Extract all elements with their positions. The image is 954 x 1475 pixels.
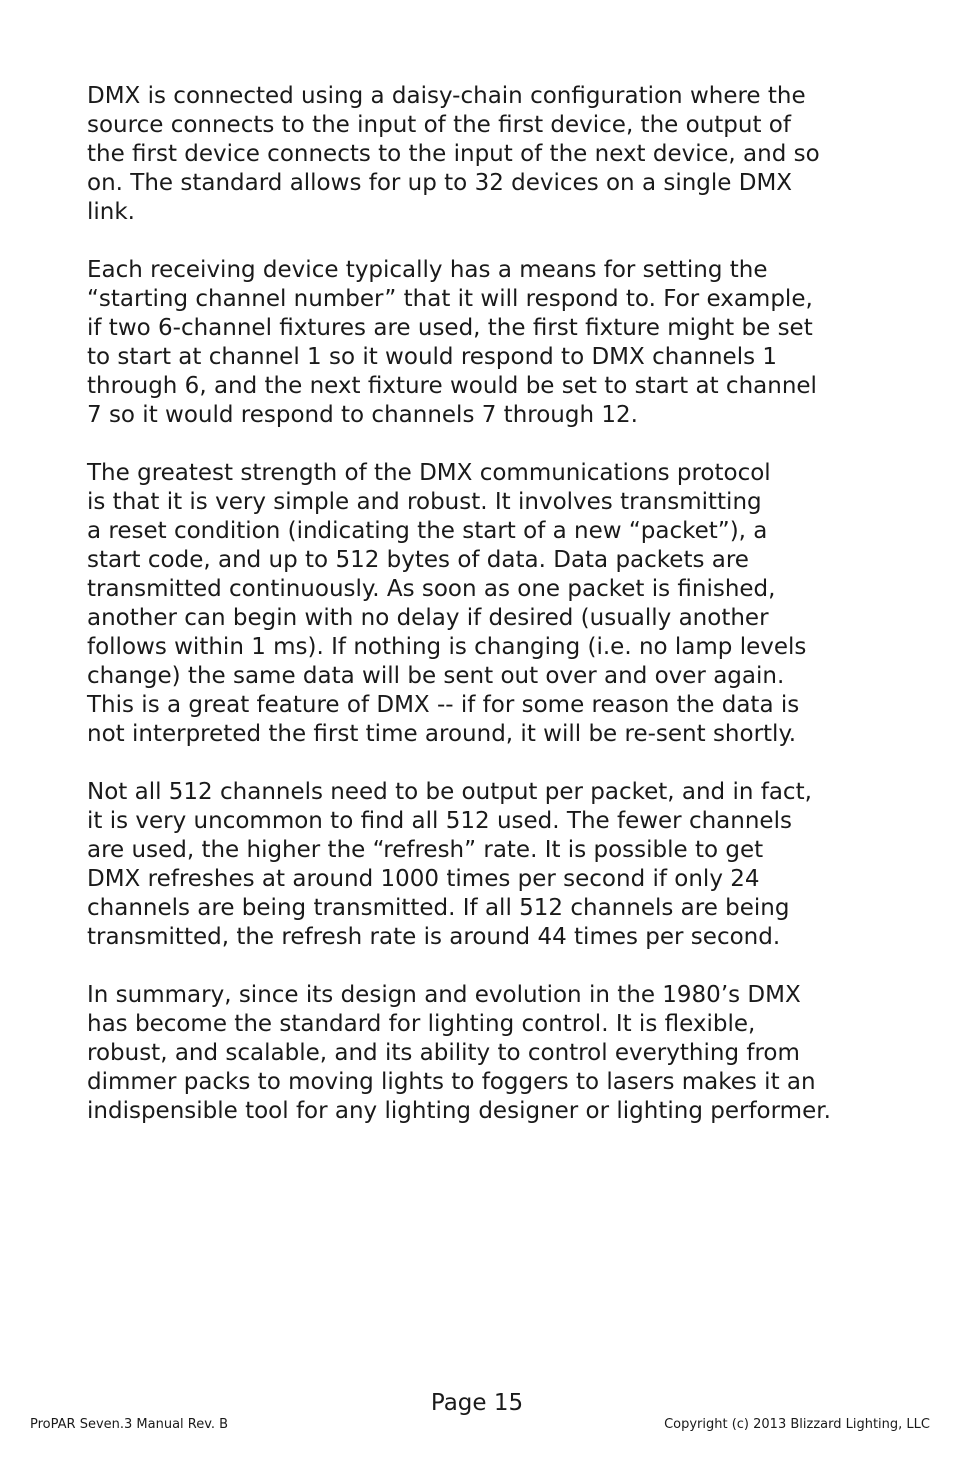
page-number: Page 15	[430, 1390, 524, 1416]
copyright-notice: Copyright (c) 2013 Blizzard Lighting, LLC	[664, 1417, 930, 1432]
paragraph-starting-channel: Each receiving device typically has a means for setting the “starting channel number” that it will respond to. For example, if two 6-channel fixtures are used, the first fixture might be set to start at channel 1 so it would respond to DMX channels 1 through 6, and the next fixture would be set to start at channel 7 so it would respond to channels 7 through 12.	[87, 257, 817, 428]
paragraph-refresh-rate: Not all 512 channels need to be output per packet, and in fact, it is very uncommon to find all 512 used. The fewer channels are used, the higher the “refresh” rate. It is possible to get DMX refreshes at around 1000 times per second if only 24 channels are being transmitted. If all 512 channels are being transmitted, the refresh rate is around 44 times per second.	[87, 779, 812, 950]
manual-title: ProPAR Seven.3 Manual Rev. B	[30, 1417, 229, 1432]
paragraph-summary: In summary, since its design and evolution in the 1980’s DMX has become the standard for lighting control. It is flexible, robust, and scalable, and its ability to control everything from dimmer packs to moving lights to foggers to lasers makes it an indispensible tool for any lighting designer or lighting performer.	[87, 982, 831, 1124]
paragraph-protocol-strength: The greatest strength of the DMX communications protocol is that it is very simple and robust. It involves transmitting a reset condition (indicating the start of a new “packet”), a start code, and up to 512 bytes of data. Data packets are transmitted continuously. As soon as one packet is finished, another can begin with no delay if desired (usually another follows within 1 ms). If nothing is changing (i.e. no lamp levels change) the same data will be sent out over and over again. This is a great feature of DMX -- if for some reason the data is not interpreted the first time around, it will be re-sent shortly.	[87, 460, 807, 747]
paragraph-daisy-chain: DMX is connected using a daisy-chain configuration where the source connects to the input of the first device, the output of the first device connects to the input of the next device, and so on. The standard allows for up to 32 devices on a single DMX link.	[87, 83, 820, 225]
document-body	[87, 82, 877, 1155]
